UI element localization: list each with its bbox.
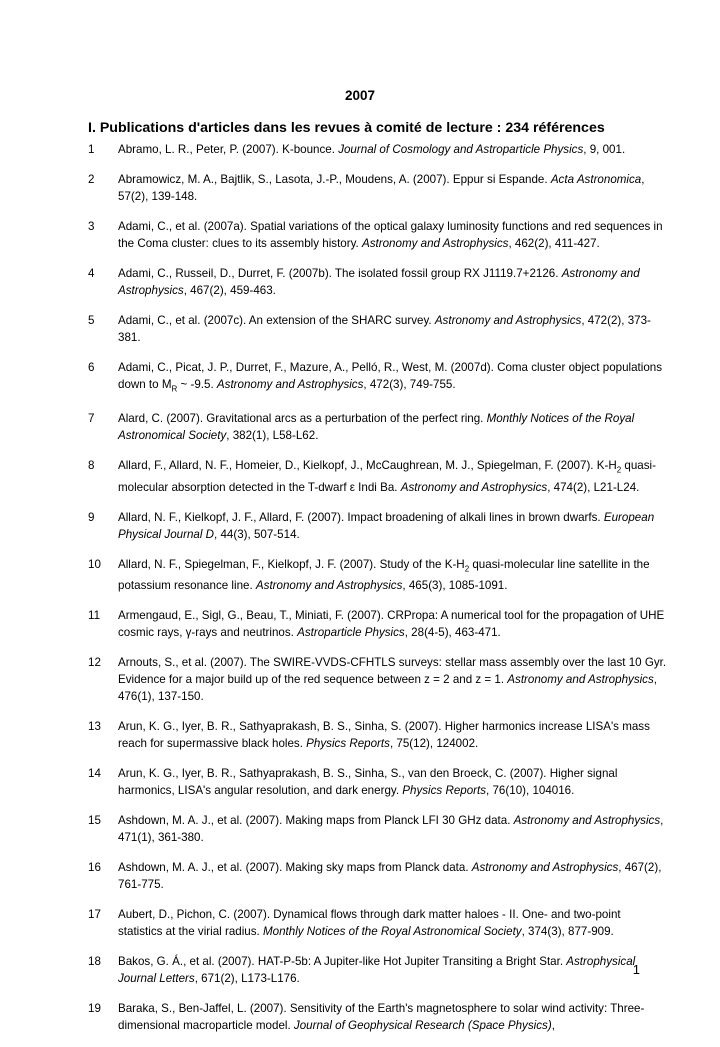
reference-text <box>118 859 668 893</box>
reference-text <box>118 171 668 205</box>
reference-item <box>88 654 668 705</box>
volume-pages: , 44(3), 507-514. <box>214 527 300 541</box>
subscript: 2 <box>464 563 470 573</box>
reference-number: 2 <box>88 173 95 186</box>
reference-text <box>118 906 668 940</box>
reference-citation: Adami, C., et al. (2007c). An extension of the SHARC survey. <box>118 314 435 327</box>
journal-name: Monthly Notices of the Royal Astronomical Society <box>262 924 522 938</box>
reference-citation-cont: quasi-molecular absorption detected in the T-dwarf ε Indi Ba. <box>118 459 656 494</box>
reference-citation-cont: quasi-molecular line satellite in the potassium resonance line. <box>118 557 650 592</box>
reference-citation: Adami, C., Russeil, D., Durret, F. (2007b). The isolated fossil group RX J1119.7+2126. <box>118 267 562 280</box>
volume-pages: , 671(2), L173-L176. <box>194 971 300 985</box>
reference-text <box>118 410 668 444</box>
reference-number: 8 <box>88 459 95 473</box>
section-heading: I. Publications d'articles dans les revues à comité de lecture : 234 références <box>88 120 605 136</box>
reference-number: 5 <box>88 314 95 327</box>
reference-number: 4 <box>88 267 95 280</box>
reference-number: 11 <box>88 608 101 622</box>
volume-pages: , 28(4-5), 463-471. <box>404 625 501 639</box>
volume-pages: , 9, 001. <box>583 143 626 156</box>
volume-pages: , 465(3), 1085-1091. <box>402 578 508 592</box>
reference-number: 7 <box>88 412 95 426</box>
reference-citation: Abramowicz, M. A., Bajtlik, S., Lasota, J.-P., Moudens, A. (2007). Eppur si Espande. <box>118 173 551 186</box>
journal-name: Astronomy and Astrophysics <box>255 578 403 592</box>
reference-number: 3 <box>88 220 95 233</box>
reference-citation: Adami, C., et al. (2007a). Spatial variations of the optical galaxy luminosity functions and red sequences in the Coma cluster: clues to its assembly history. <box>118 220 663 250</box>
reference-text <box>118 312 668 346</box>
reference-item <box>88 607 668 641</box>
reference-number: 10 <box>88 557 101 571</box>
reference-number: 14 <box>88 766 101 780</box>
reference-citation: Arun, K. G., Iyer, B. R., Sathyaprakash, B. S., Sinha, S., van den Broeck, C. (2007). Higher signal harmonics, LISA's angular resolution, and dark energy. <box>118 766 618 797</box>
reference-text <box>118 1000 668 1034</box>
reference-number: 17 <box>88 907 101 921</box>
journal-name: Astronomy and Astrophysics <box>361 237 509 250</box>
journal-name: Astronomy and Astrophysics <box>434 314 582 327</box>
volume-pages: , 476(1), 137-150. <box>118 672 658 703</box>
volume-pages: , 75(12), 124002. <box>389 736 479 750</box>
journal-name: Astronomy and Astrophysics <box>471 860 619 874</box>
reference-citation: Adami, C., Picat, J. P., Durret, F., Mazure, A., Pelló, R., West, M. (2007d). Coma cluster object populations down to M <box>118 361 663 391</box>
reference-citation: Bakos, G. Á., et al. (2007). HAT-P-5b: A Jupiter-like Hot Jupiter Transiting a Bright Star. <box>118 954 567 968</box>
subscript: 2 <box>616 465 622 475</box>
journal-name: Astronomy and Astrophysics <box>118 267 640 297</box>
journal-name: Astronomy and Astrophysics <box>507 672 654 686</box>
reference-text <box>118 509 668 543</box>
reference-number: 19 <box>88 1001 101 1015</box>
reference-list <box>88 141 668 1047</box>
journal-name: Astronomy and Astrophysics <box>216 378 364 391</box>
volume-pages: , 472(3), 749-755. <box>363 378 456 391</box>
reference-number: 13 <box>88 719 101 733</box>
reference-text <box>118 718 668 752</box>
reference-item <box>88 859 668 893</box>
reference-number: 9 <box>88 510 95 524</box>
journal-name: Astrophysical Journal Letters <box>118 954 636 985</box>
reference-text <box>118 359 668 397</box>
reference-item <box>88 1000 668 1034</box>
journal-name: Monthly Notices of the Royal Astronomical Society <box>118 412 635 443</box>
reference-item <box>88 410 668 444</box>
reference-number: 6 <box>88 361 95 374</box>
reference-item <box>88 718 668 752</box>
subscript: R <box>171 384 178 394</box>
journal-name: Astroparticle Physics <box>297 625 405 639</box>
journal-name: Astronomy and Astrophysics <box>513 813 661 827</box>
reference-item <box>88 359 668 397</box>
reference-item <box>88 812 668 846</box>
reference-number: 12 <box>88 655 101 669</box>
reference-number: 15 <box>88 813 101 827</box>
reference-item <box>88 312 668 346</box>
reference-citation: Armengaud, E., Sigl, G., Beau, T., Miniati, F. (2007). CRPropa: A numerical tool for the propagation of UHE cosmic rays, γ-rays and neutrinos. <box>118 608 665 639</box>
journal-name: Physics Reports <box>402 783 487 797</box>
reference-citation: Allard, N. F., Kielkopf, J. F., Allard, F. (2007). Impact broadening of alkali lines in brown dwarfs. <box>118 510 604 524</box>
document-year-heading: 2007 <box>344 88 376 103</box>
reference-item <box>88 265 668 299</box>
reference-item <box>88 171 668 205</box>
reference-text <box>118 218 668 252</box>
volume-pages: , 76(10), 104016. <box>486 783 575 797</box>
reference-number: 16 <box>88 860 101 874</box>
reference-citation: Arun, K. G., Iyer, B. R., Sathyaprakash, B. S., Sinha, S. (2007). Higher harmonics increase LISA's mass reach for supermassive black holes. <box>118 719 650 750</box>
reference-citation-cont: ~ -9.5. <box>177 378 217 391</box>
volume-pages: , 474(2), L21-L24. <box>547 480 640 494</box>
reference-citation: Allard, F., Allard, N. F., Homeier, D., Kielkopf, J., McCaughrean, M. J., Spiegelman, F. (2007). K-H <box>118 459 617 473</box>
volume-pages: , 374(3), 877-909. <box>521 924 614 938</box>
reference-text <box>118 654 668 705</box>
reference-text <box>118 457 668 495</box>
reference-citation: Aubert, D., Pichon, C. (2007). Dynamical flows through dark matter haloes - II. One- and two-point statistics at the virial radius. <box>118 907 621 938</box>
reference-citation: Arnouts, S., et al. (2007). The SWIRE-VVDS-CFHTLS surveys: stellar mass assembly over the last 10 Gyr. Evidence for a major build up of the red sequence between z = 2 and z = 1. <box>118 655 667 686</box>
reference-item <box>88 218 668 252</box>
reference-item <box>88 765 668 799</box>
reference-citation: Ashdown, M. A. J., et al. (2007). Making maps from Planck LFI 30 GHz data. <box>118 813 514 827</box>
reference-item <box>88 509 668 543</box>
reference-number: 1 <box>88 143 95 156</box>
reference-text <box>118 556 668 594</box>
reference-citation: Allard, N. F., Spiegelman, F., Kielkopf, J. F. (2007). Study of the K-H <box>118 557 465 571</box>
reference-item <box>88 457 668 495</box>
reference-text <box>118 141 668 158</box>
volume-pages: , 467(2), 761-775. <box>118 860 662 891</box>
volume-pages: , 472(2), 373-381. <box>118 314 651 344</box>
reference-citation: Baraka, S., Ben-Jaffel, L. (2007). Sensitivity of the Earth's magnetosphere to solar wind activity: Three-dimensional macroparticle model. <box>118 1001 645 1032</box>
journal-name: Journal of Geophysical Research (Space Physics) <box>293 1018 552 1032</box>
volume-pages: , <box>551 1018 555 1032</box>
reference-citation: Alard, C. (2007). Gravitational arcs as a perturbation of the perfect ring. <box>118 412 487 426</box>
journal-name: Astronomy and Astrophysics <box>400 480 548 494</box>
journal-name: Acta Astronomica <box>550 173 642 186</box>
volume-pages: , 467(2), 459-463. <box>183 284 276 297</box>
reference-item <box>88 141 668 158</box>
volume-pages: , 471(1), 361-380. <box>118 813 664 844</box>
reference-item <box>88 556 668 594</box>
reference-citation: Ashdown, M. A. J., et al. (2007). Making sky maps from Planck data. <box>118 860 472 874</box>
reference-text <box>118 812 668 846</box>
reference-text <box>118 607 668 641</box>
reference-text <box>118 953 668 987</box>
journal-name: European Physical Journal D <box>118 510 655 541</box>
journal-name: Physics Reports <box>306 736 390 750</box>
page-number: 1 <box>632 962 640 977</box>
volume-pages: , 382(1), L58-L62. <box>226 429 319 443</box>
volume-pages: , 57(2), 139-148. <box>118 173 645 203</box>
journal-name: Journal of Cosmology and Astroparticle Physics <box>338 143 584 156</box>
reference-citation: Abramo, L. R., Peter, P. (2007). K-bounce. <box>118 143 339 156</box>
reference-item <box>88 906 668 940</box>
reference-text <box>118 765 668 799</box>
reference-item <box>88 953 668 987</box>
reference-number: 18 <box>88 954 101 968</box>
reference-text <box>118 265 668 299</box>
volume-pages: , 462(2), 411-427. <box>508 237 600 250</box>
